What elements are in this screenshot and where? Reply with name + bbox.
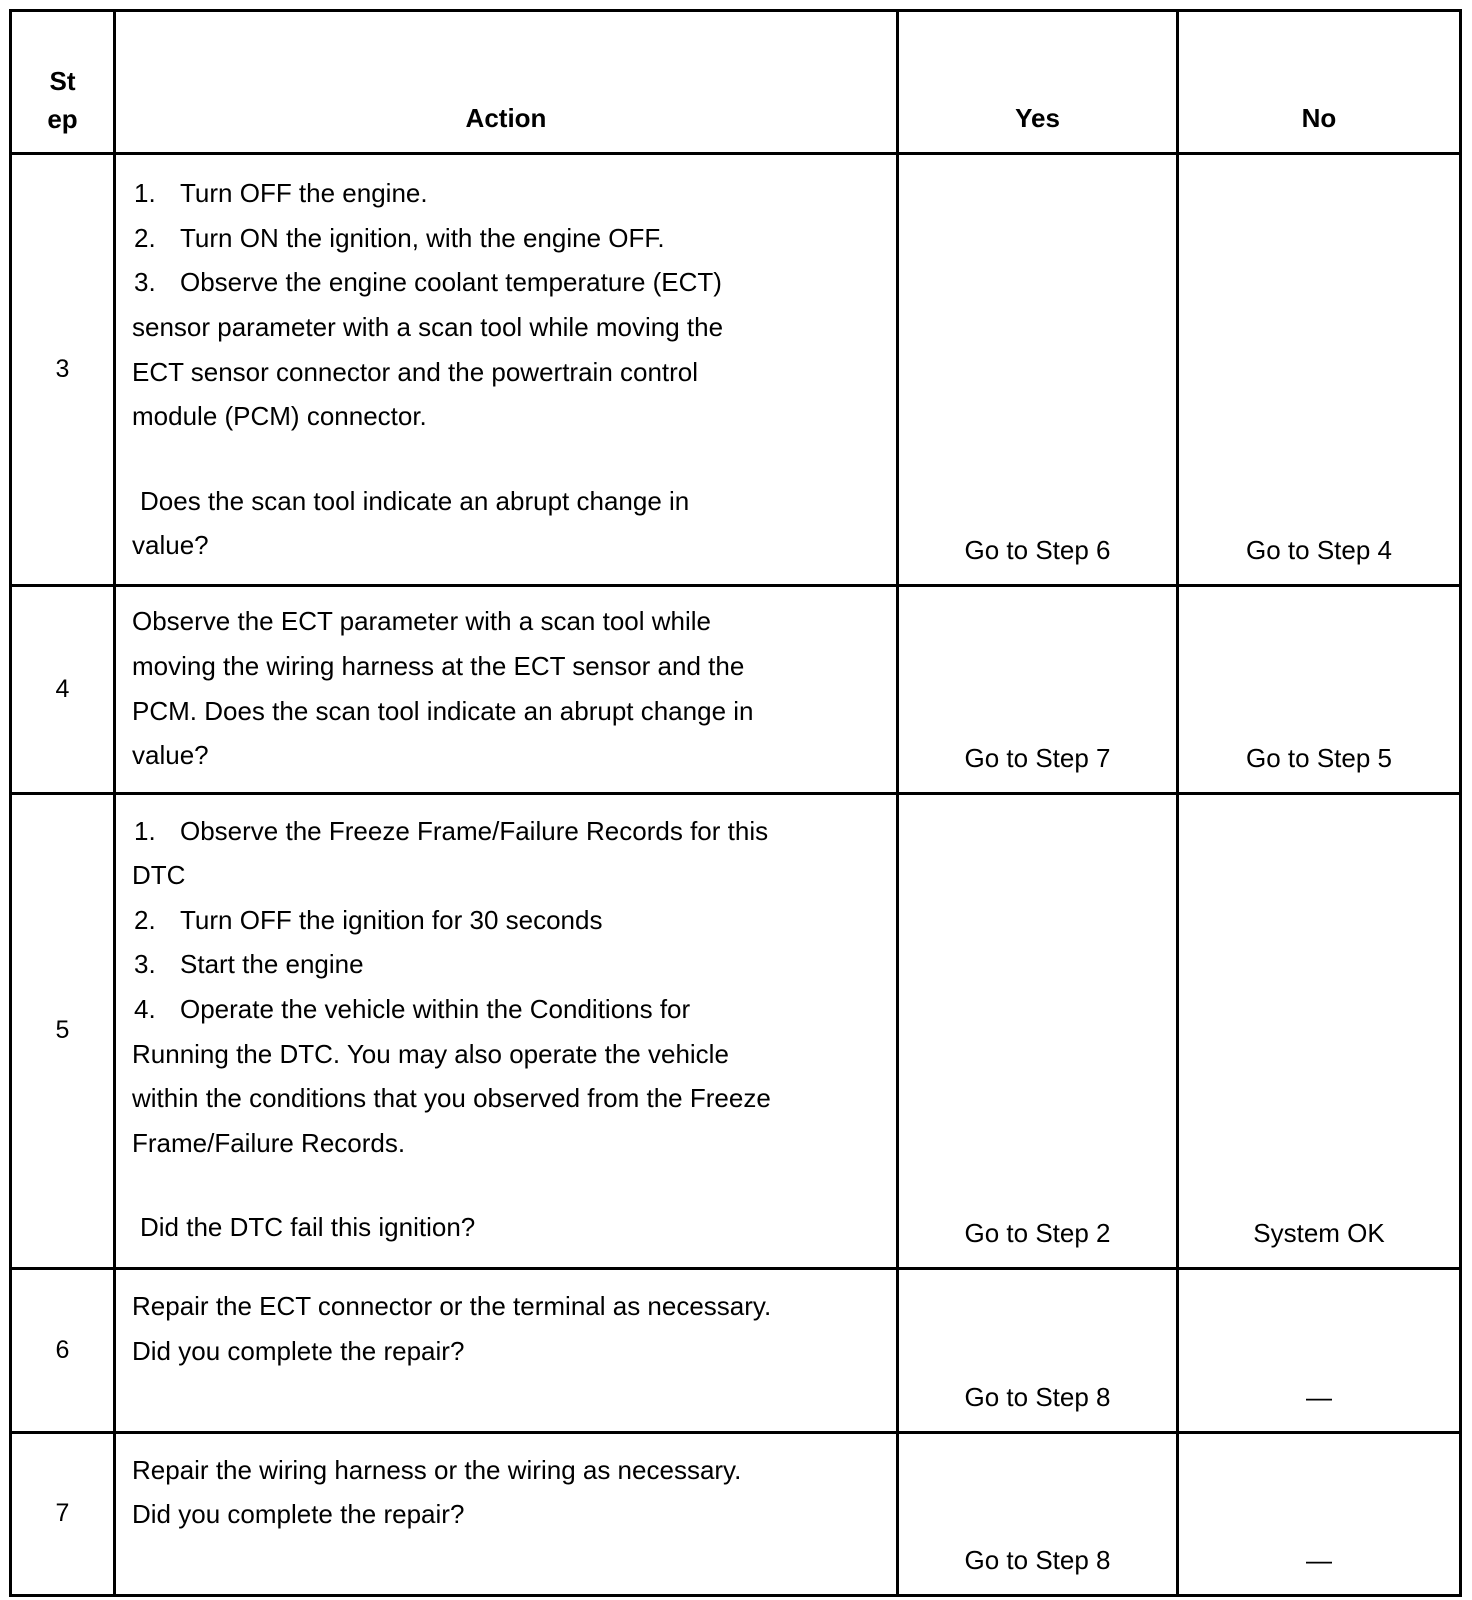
header-yes: Yes — [898, 11, 1178, 154]
action-text-line: DTC — [132, 860, 186, 891]
step-number: 6 — [11, 1269, 115, 1432]
action-cell — [115, 154, 898, 586]
action-text-line: ECT sensor connector and the powertrain control — [132, 356, 699, 387]
header-row — [11, 11, 1461, 154]
action-cell — [115, 1432, 898, 1596]
no-cell: System OK — [1178, 793, 1461, 1269]
action-text-line: module (PCM) connector. — [132, 401, 427, 432]
list-item: 1. Turn OFF the engine. — [134, 178, 428, 209]
table-row-step-3 — [11, 154, 1461, 586]
header-step-line1: St — [49, 66, 76, 97]
yes-cell: Go to Step 8 — [898, 1269, 1178, 1432]
header-step — [11, 11, 115, 154]
list-item: 2. Turn ON the ignition, with the engine OFF. — [134, 222, 665, 253]
action-cell — [115, 793, 898, 1269]
action-text-line: PCM. Does the scan tool indicate an abrupt change in — [132, 695, 754, 726]
action-text-line: Observe the ECT parameter with a scan tool while — [132, 606, 712, 637]
no-cell: — — [1178, 1432, 1461, 1596]
action-cell — [115, 586, 898, 793]
action-text-line: Running the DTC. You may also operate the vehicle — [132, 1038, 729, 1069]
table-row-step-4 — [11, 586, 1461, 793]
yes-cell: Go to Step 6 — [898, 154, 1178, 586]
step-number: 3 — [11, 154, 115, 586]
yes-cell: Go to Step 2 — [898, 793, 1178, 1269]
action-text-line: value? — [132, 740, 209, 771]
question-line: Did the DTC fail this ignition? — [140, 1212, 476, 1243]
yes-cell: Go to Step 7 — [898, 586, 1178, 793]
action-text-line: within the conditions that you observed from the Freeze — [132, 1083, 771, 1114]
list-item: 3. Start the engine — [134, 949, 364, 980]
table-row-step-7 — [11, 1432, 1461, 1596]
list-item: 4. Operate the vehicle within the Conditions for — [134, 993, 691, 1024]
action-text-line: Did you complete the repair? — [132, 1499, 465, 1530]
step-number: 7 — [11, 1432, 115, 1596]
header-step-line2: ep — [47, 104, 78, 135]
no-cell: — — [1178, 1269, 1461, 1432]
yes-cell: Go to Step 8 — [898, 1432, 1178, 1596]
list-item: 2. Turn OFF the ignition for 30 seconds — [134, 904, 603, 935]
action-text-line: Did you complete the repair? — [132, 1335, 465, 1366]
table-row-step-6 — [11, 1269, 1461, 1432]
header-no: No — [1178, 11, 1461, 154]
action-cell — [115, 1269, 898, 1432]
step-number: 4 — [11, 586, 115, 793]
header-action: Action — [115, 11, 898, 154]
step-number: 5 — [11, 793, 115, 1269]
action-text-line: Repair the ECT connector or the terminal as necessary. — [132, 1291, 772, 1322]
list-item: 1. Observe the Freeze Frame/Failure Records for this — [134, 815, 769, 846]
action-text-line: Repair the wiring harness or the wiring as necessary. — [132, 1454, 742, 1485]
question-line: value? — [132, 530, 209, 561]
no-cell: Go to Step 5 — [1178, 586, 1461, 793]
question-line: Does the scan tool indicate an abrupt change in — [140, 485, 690, 516]
diagnostic-table — [9, 9, 1462, 1597]
table-row-step-5 — [11, 793, 1461, 1269]
no-cell: Go to Step 4 — [1178, 154, 1461, 586]
action-text-line: Frame/Failure Records. — [132, 1127, 406, 1158]
action-text-line: sensor parameter with a scan tool while moving the — [132, 311, 724, 342]
action-text-line: moving the wiring harness at the ECT sensor and the — [132, 651, 745, 682]
list-item: 3. Observe the engine coolant temperature (ECT) — [134, 267, 722, 298]
